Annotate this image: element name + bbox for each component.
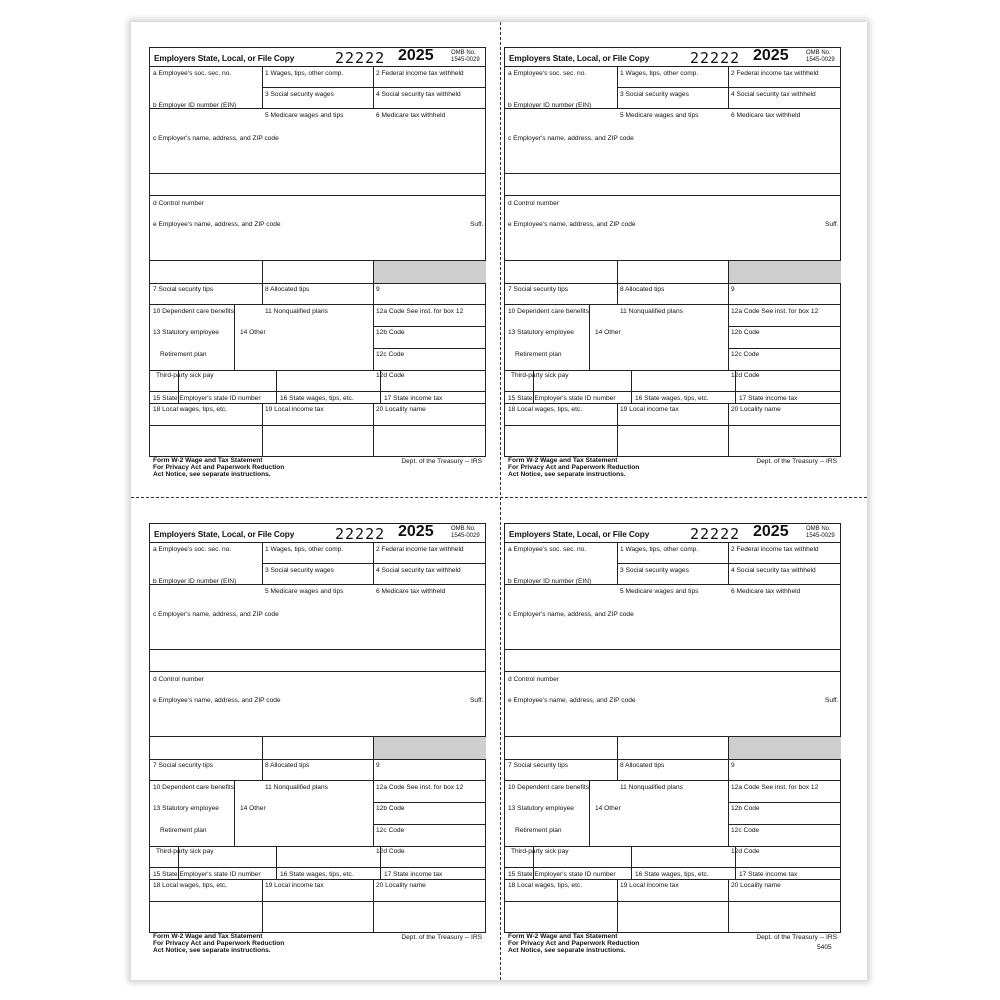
suffix-label: Suff. [825,697,839,704]
stock-number: 5405 [817,944,832,951]
tax-year: 2025 [753,523,789,540]
box-19-label: 19 Local income tax [620,882,679,889]
dept-treasury-label: Dept. of the Treasury -- IRS [756,934,837,941]
box-17-label: 17 State income tax [384,395,443,402]
box-5-label: 5 Medicare wages and tips [265,112,344,119]
copy-title: Employers State, Local, or File Copy [154,53,295,63]
box-12c-label: 12c Code [376,827,405,834]
box-18-label: 18 Local wages, tips, etc. [153,406,228,413]
box-2-label: 2 Federal income tax withheld [731,546,819,553]
omb-number: OMB No. 1545-0029 [806,50,835,63]
box-9-shaded [729,737,841,759]
box-3-label: 3 Social security wages [265,91,334,98]
box-9-shaded [729,261,841,283]
box-b-label: b Employer ID number (EIN) [508,578,592,585]
box-d-label: d Control number [153,200,204,207]
box-12a-label: 12a Code See inst. for box 12 [731,784,819,791]
box-8-label: 8 Allocated tips [620,286,665,293]
box-1-label: 1 Wages, tips, other comp. [620,546,699,553]
box-12d-label: 12d Code [376,848,405,855]
box-16-label: 16 State wages, tips, etc. [280,395,354,402]
box-11-label: 11 Nonqualified plans [620,308,683,315]
form-header [504,47,841,67]
retirement-plan-label: Retirement plan [515,827,562,834]
form-code: 22222 [690,525,741,543]
form-footer-notice: Form W-2 Wage and Tax Statement For Privacy Act and Paperwork Reduction Act Notice, see separate instructions. [153,457,285,478]
box-10-label: 10 Dependent care benefits [153,784,235,791]
box-16-label: 16 State wages, tips, etc. [635,871,709,878]
third-party-sick-pay-label: Third-party sick pay [511,848,569,855]
box-12a-label: 12a Code See inst. for box 12 [376,308,464,315]
box-12b-label: 12b Code [731,805,760,812]
form-grid [149,543,486,933]
box-15-label: 15 State Employer's state ID number [508,395,616,402]
box-17-label: 17 State income tax [739,395,798,402]
dept-treasury-label: Dept. of the Treasury -- IRS [401,458,482,465]
box-12c-label: 12c Code [376,351,405,358]
third-party-sick-pay-label: Third-party sick pay [156,372,214,379]
box-4-label: 4 Social security tax withheld [731,567,816,574]
form-grid [504,543,841,933]
box-8-label: 8 Allocated tips [620,762,665,769]
box-a-label: a Employee's soc. sec. no. [508,70,587,77]
box-15-label: 15 State Employer's state ID number [153,871,261,878]
box-1-label: 1 Wages, tips, other comp. [620,70,699,77]
box-b-label: b Employer ID number (EIN) [153,578,237,585]
suffix-label: Suff. [470,697,484,704]
box-20-label: 20 Locality name [731,406,781,413]
third-party-sick-pay-label: Third-party sick pay [511,372,569,379]
omb-number: OMB No. 1545-0029 [451,50,480,63]
box-b-label: b Employer ID number (EIN) [508,102,592,109]
retirement-plan-label: Retirement plan [515,351,562,358]
box-13-label: 13 Statutory employee [153,805,219,812]
box-17-label: 17 State income tax [384,871,443,878]
box-a-label: a Employee's soc. sec. no. [508,546,587,553]
box-6-label: 6 Medicare tax withheld [731,588,801,595]
copy-title: Employers State, Local, or File Copy [509,53,650,63]
box-c-label: c Employer's name, address, and ZIP code [153,135,279,142]
suffix-label: Suff. [825,221,839,228]
box-c-label: c Employer's name, address, and ZIP code [153,611,279,618]
horizontal-perforation [131,497,867,498]
box-c-label: c Employer's name, address, and ZIP code [508,611,634,618]
box-4-label: 4 Social security tax withheld [376,567,461,574]
box-12a-label: 12a Code See inst. for box 12 [376,784,464,791]
box-c-label: c Employer's name, address, and ZIP code [508,135,634,142]
box-6-label: 6 Medicare tax withheld [731,112,801,119]
box-20-label: 20 Locality name [376,882,426,889]
box-11-label: 11 Nonqualified plans [620,784,683,791]
box-14-label: 14 Other [595,329,621,336]
box-12d-label: 12d Code [731,848,760,855]
box-d-label: d Control number [153,676,204,683]
box-e-label: e Employee's name, address, and ZIP code [508,221,636,228]
box-5-label: 5 Medicare wages and tips [620,588,699,595]
box-e-label: e Employee's name, address, and ZIP code [153,221,281,228]
copy-title: Employers State, Local, or File Copy [154,529,295,539]
box-4-label: 4 Social security tax withheld [376,91,461,98]
box-e-label: e Employee's name, address, and ZIP code [508,697,636,704]
box-13-label: 13 Statutory employee [508,805,574,812]
box-5-label: 5 Medicare wages and tips [620,112,699,119]
box-8-label: 8 Allocated tips [265,286,310,293]
box-6-label: 6 Medicare tax withheld [376,588,446,595]
box-13-label: 13 Statutory employee [508,329,574,336]
box-a-label: a Employee's soc. sec. no. [153,70,232,77]
box-5-label: 5 Medicare wages and tips [265,588,344,595]
box-9-label: 9 [376,762,380,769]
third-party-sick-pay-label: Third-party sick pay [156,848,214,855]
box-17-label: 17 State income tax [739,871,798,878]
copy-title: Employers State, Local, or File Copy [509,529,650,539]
box-9-label: 9 [376,286,380,293]
box-e-label: e Employee's name, address, and ZIP code [153,697,281,704]
box-7-label: 7 Social security tips [153,762,214,769]
box-19-label: 19 Local income tax [265,406,324,413]
box-12d-label: 12d Code [731,372,760,379]
box-10-label: 10 Dependent care benefits [153,308,235,315]
box-2-label: 2 Federal income tax withheld [376,70,464,77]
box-a-label: a Employee's soc. sec. no. [153,546,232,553]
form-grid [149,67,486,457]
box-8-label: 8 Allocated tips [265,762,310,769]
box-16-label: 16 State wages, tips, etc. [635,395,709,402]
box-1-label: 1 Wages, tips, other comp. [265,70,344,77]
w2-form-copy [149,47,486,479]
box-3-label: 3 Social security wages [620,567,689,574]
box-7-label: 7 Social security tips [508,286,569,293]
box-9-shaded [374,261,486,283]
box-12a-label: 12a Code See inst. for box 12 [731,308,819,315]
form-grid [504,67,841,457]
box-12b-label: 12b Code [376,805,405,812]
form-footer-notice: Form W-2 Wage and Tax Statement For Privacy Act and Paperwork Reduction Act Notice, see separate instructions. [508,933,640,954]
form-header [149,523,486,543]
box-10-label: 10 Dependent care benefits [508,784,590,791]
form-header [504,523,841,543]
box-12c-label: 12c Code [731,351,760,358]
box-9-shaded [374,737,486,759]
box-16-label: 16 State wages, tips, etc. [280,871,354,878]
form-code: 22222 [335,49,386,67]
box-15-label: 15 State Employer's state ID number [153,395,261,402]
box-14-label: 14 Other [595,805,621,812]
tax-year: 2025 [398,523,434,540]
box-20-label: 20 Locality name [731,882,781,889]
box-13-label: 13 Statutory employee [153,329,219,336]
box-9-label: 9 [731,762,735,769]
box-6-label: 6 Medicare tax withheld [376,112,446,119]
omb-number: OMB No. 1545-0029 [451,526,480,539]
form-footer-notice: Form W-2 Wage and Tax Statement For Privacy Act and Paperwork Reduction Act Notice, see separate instructions. [508,457,640,478]
box-15-label: 15 State Employer's state ID number [508,871,616,878]
box-18-label: 18 Local wages, tips, etc. [153,882,228,889]
form-code: 22222 [335,525,386,543]
form-header [149,47,486,67]
box-3-label: 3 Social security wages [620,91,689,98]
box-12b-label: 12b Code [376,329,405,336]
tax-year: 2025 [398,47,434,64]
box-d-label: d Control number [508,676,559,683]
box-1-label: 1 Wages, tips, other comp. [265,546,344,553]
box-2-label: 2 Federal income tax withheld [376,546,464,553]
box-4-label: 4 Social security tax withheld [731,91,816,98]
dept-treasury-label: Dept. of the Treasury -- IRS [756,458,837,465]
box-14-label: 14 Other [240,329,266,336]
vertical-perforation [500,22,501,980]
box-10-label: 10 Dependent care benefits [508,308,590,315]
retirement-plan-label: Retirement plan [160,351,207,358]
w2-form-copy [149,523,486,955]
box-19-label: 19 Local income tax [620,406,679,413]
box-18-label: 18 Local wages, tips, etc. [508,406,583,413]
box-19-label: 19 Local income tax [265,882,324,889]
box-12b-label: 12b Code [731,329,760,336]
box-2-label: 2 Federal income tax withheld [731,70,819,77]
box-b-label: b Employer ID number (EIN) [153,102,237,109]
box-20-label: 20 Locality name [376,406,426,413]
box-14-label: 14 Other [240,805,266,812]
box-7-label: 7 Social security tips [153,286,214,293]
box-9-label: 9 [731,286,735,293]
box-12d-label: 12d Code [376,372,405,379]
box-11-label: 11 Nonqualified plans [265,784,328,791]
box-3-label: 3 Social security wages [265,567,334,574]
box-18-label: 18 Local wages, tips, etc. [508,882,583,889]
suffix-label: Suff. [470,221,484,228]
dept-treasury-label: Dept. of the Treasury -- IRS [401,934,482,941]
form-footer-notice: Form W-2 Wage and Tax Statement For Privacy Act and Paperwork Reduction Act Notice, see separate instructions. [153,933,285,954]
box-7-label: 7 Social security tips [508,762,569,769]
box-11-label: 11 Nonqualified plans [265,308,328,315]
box-12c-label: 12c Code [731,827,760,834]
box-d-label: d Control number [508,200,559,207]
retirement-plan-label: Retirement plan [160,827,207,834]
tax-year: 2025 [753,47,789,64]
omb-number: OMB No. 1545-0029 [806,526,835,539]
form-code: 22222 [690,49,741,67]
w2-form-copy [504,523,841,955]
w2-form-copy [504,47,841,479]
